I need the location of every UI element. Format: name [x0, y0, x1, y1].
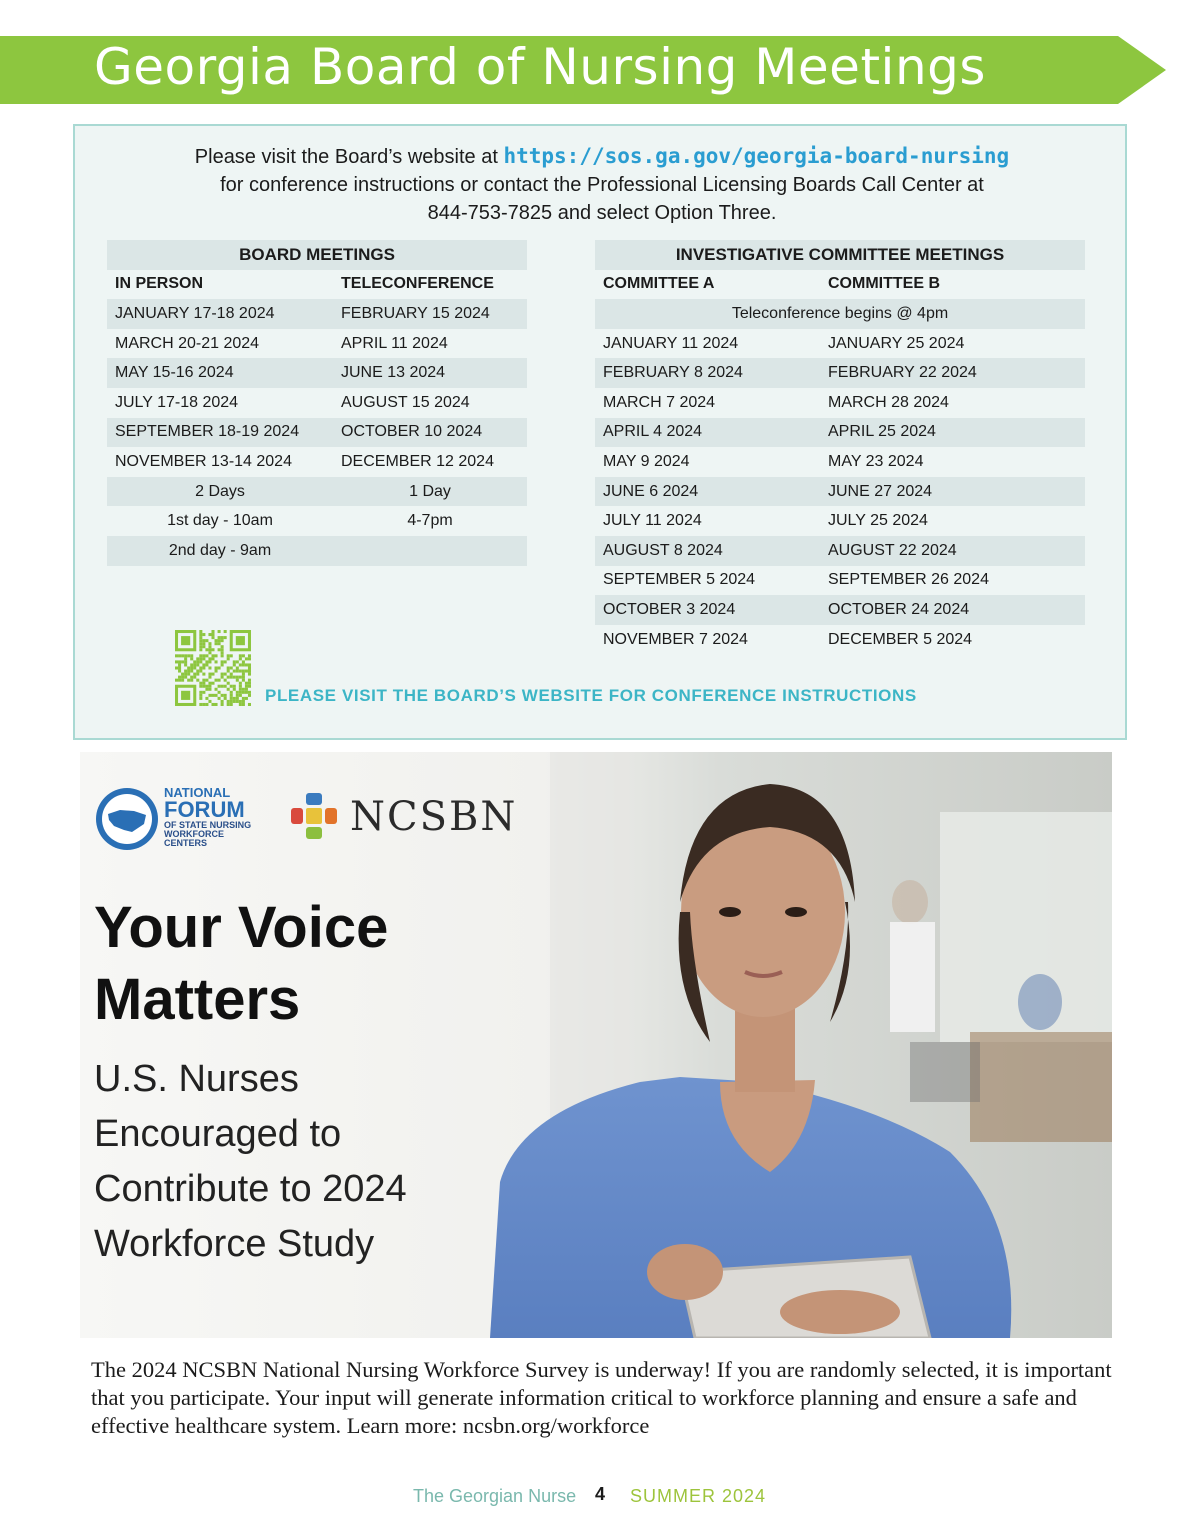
in-person-date: NOVEMBER 13-14 2024	[115, 452, 292, 470]
footer-season: SUMMER 2024	[630, 1486, 767, 1506]
footer-page-number: 4	[595, 1484, 606, 1504]
teleconference-date: APRIL 11 2024	[341, 334, 448, 352]
forum-line-2: FORUM	[164, 797, 245, 822]
committee-b-date: AUGUST 22 2024	[820, 536, 1085, 566]
committee-a-date: FEBRUARY 8 2024	[595, 358, 820, 388]
forum-line-5: CENTERS	[164, 838, 208, 848]
committee-a-date: JUNE 6 2024	[595, 477, 820, 507]
teleconference-note: 4-7pm	[407, 512, 453, 530]
committee-a-header: COMMITTEE A	[603, 275, 715, 293]
committee-a-date: APRIL 4 2024	[595, 418, 820, 448]
committee-a-date: OCTOBER 3 2024	[595, 595, 820, 625]
committee-a-date: JULY 11 2024	[603, 512, 702, 530]
investigative-title-row	[595, 240, 1085, 270]
intro-text	[75, 142, 1129, 227]
committee-b-header: COMMITTEE B	[828, 275, 940, 293]
footer-publication: The Georgian Nurse	[413, 1486, 577, 1506]
in-person-note: 2 Days	[107, 477, 333, 507]
table-row	[107, 329, 527, 359]
investigative-meetings-title: INVESTIGATIVE COMMITTEE MEETINGS	[595, 240, 1085, 270]
table-row	[107, 358, 527, 388]
in-person-note: 1st day - 10am	[167, 512, 273, 530]
ncsbn-mark-icon	[288, 790, 340, 842]
investigative-header-row	[595, 270, 1085, 300]
table-row	[595, 418, 1085, 448]
page-title: Georgia Board of Nursing Meetings	[94, 38, 986, 96]
ncsbn-wordmark: NCSBN	[350, 794, 518, 840]
forum-line-1: NATIONAL	[164, 785, 231, 800]
teleconference-date: OCTOBER 10 2024	[333, 418, 527, 448]
table-row	[595, 536, 1085, 566]
committee-b-date: DECEMBER 5 2024	[828, 630, 973, 648]
committee-b-date: OCTOBER 24 2024	[820, 595, 1085, 625]
committee-b-date: APRIL 25 2024	[820, 418, 1085, 448]
intro-line-2: for conference instructions or contact the Professional Licensing Boards Call Center at	[220, 174, 984, 196]
teleconference-date: JUNE 13 2024	[333, 358, 527, 388]
table-row	[595, 595, 1085, 625]
ad-headline: Your Voice Matters	[94, 895, 389, 1032]
table-row	[595, 506, 1085, 536]
committee-a-date: SEPTEMBER 5 2024	[603, 571, 756, 589]
table-row	[595, 358, 1085, 388]
table-row	[107, 388, 527, 418]
committee-a-date: MAY 9 2024	[603, 452, 690, 470]
teleconference-time-note: Teleconference begins @ 4pm	[595, 299, 1085, 329]
national-forum-logo	[94, 786, 294, 856]
board-meetings-title: BOARD MEETINGS	[107, 240, 527, 270]
website-instructions-note: PLEASE VISIT THE BOARD’S WEBSITE FOR CONFERENCE INSTRUCTIONS	[265, 686, 917, 705]
table-row	[595, 447, 1085, 477]
table-row	[107, 418, 527, 448]
committee-b-date: JUNE 27 2024	[820, 477, 1085, 507]
committee-a-date: NOVEMBER 7 2024	[603, 630, 748, 648]
board-header-row	[107, 270, 527, 300]
in-person-date: JULY 17-18 2024	[115, 393, 239, 411]
workforce-study-ad	[80, 752, 1112, 1338]
qr-code-icon[interactable]	[175, 630, 251, 706]
us-map-logo-icon	[94, 786, 160, 852]
committee-b-date: JULY 25 2024	[828, 512, 928, 530]
ad-subheadline: U.S. Nurses Encouraged to Contribute to 2024 Workforce Study	[94, 1058, 407, 1265]
in-person-date: MAY 15-16 2024	[107, 358, 333, 388]
table-row	[107, 447, 527, 477]
table-row	[595, 329, 1085, 359]
board-website-link[interactable]: https://sos.ga.gov/georgia-board-nursing	[503, 144, 1010, 168]
teleconference-date: AUGUST 15 2024	[341, 393, 470, 411]
in-person-date: JANUARY 17-18 2024	[107, 299, 333, 329]
title-banner	[0, 36, 1166, 104]
ncsbn-logo	[288, 790, 538, 842]
table-row	[595, 566, 1085, 596]
teleconference-note: 1 Day	[333, 477, 527, 507]
meetings-panel	[73, 124, 1127, 740]
committee-b-date: MAY 23 2024	[828, 452, 924, 470]
table-row	[595, 388, 1085, 418]
teleconference-date: FEBRUARY 15 2024	[333, 299, 527, 329]
intro-prefix: Please visit the Board’s website at	[194, 146, 504, 168]
committee-a-date: JANUARY 11 2024	[603, 334, 739, 352]
committee-b-date: FEBRUARY 22 2024	[820, 358, 1085, 388]
committee-b-date: MARCH 28 2024	[828, 393, 949, 411]
in-person-date: MARCH 20-21 2024	[115, 334, 260, 352]
teleconference-note	[333, 536, 527, 566]
committee-b-date: SEPTEMBER 26 2024	[828, 571, 989, 589]
table-row	[595, 477, 1085, 507]
intro-line-3: 844-753-7825 and select Option Three.	[427, 202, 777, 224]
survey-description: The 2024 NCSBN National Nursing Workforce Survey is underway! If you are randomly selected, it is important that you participate. Your input will generate information critical to workforce planning and ensure a safe and effective healthcare system. Learn more: ncsbn.org/workforce	[91, 1357, 1112, 1438]
forum-line-3: OF STATE NURSING	[164, 820, 252, 830]
forum-line-4: WORKFORCE	[164, 829, 224, 839]
national-forum-wordmark	[164, 786, 251, 848]
teleconference-note-row	[595, 299, 1085, 329]
board-meetings-table	[107, 240, 527, 566]
teleconference-header: TELECONFERENCE	[341, 275, 494, 293]
table-row	[595, 625, 1085, 655]
table-row	[107, 477, 527, 507]
table-row	[107, 299, 527, 329]
teleconference-date: DECEMBER 12 2024	[341, 452, 494, 470]
committee-b-date: JANUARY 25 2024	[828, 334, 965, 352]
table-row	[107, 536, 527, 566]
board-title-row	[107, 240, 527, 270]
table-row	[107, 506, 527, 536]
in-person-note: 2nd day - 9am	[107, 536, 333, 566]
committee-a-date: AUGUST 8 2024	[595, 536, 820, 566]
in-person-date: SEPTEMBER 18-19 2024	[107, 418, 333, 448]
committee-a-date: MARCH 7 2024	[603, 393, 716, 411]
investigative-meetings-table	[595, 240, 1085, 654]
in-person-header: IN PERSON	[115, 275, 204, 293]
